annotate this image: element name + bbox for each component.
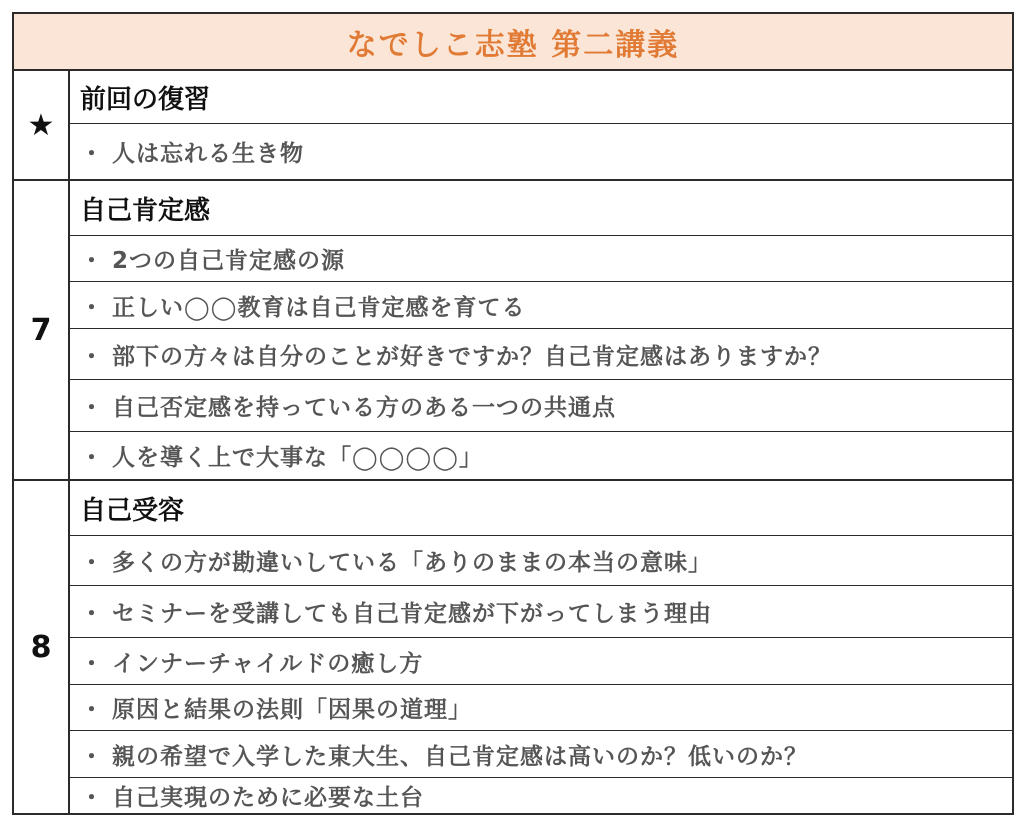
list-item-text: 多くの方が勘違いしている「ありのままの本当の意味」 — [112, 550, 712, 576]
list-item-text: 親の希望で入学した東大生、自己肯定感は高いのか？低いのか？ — [112, 743, 808, 770]
list-item-text: インナーチャイルドの癒し方 — [112, 650, 424, 677]
section-number: 8 — [14, 481, 70, 813]
section-review — [14, 71, 1012, 181]
bullet: ・ — [80, 601, 104, 627]
list-item — [70, 432, 1012, 479]
list-item — [70, 536, 1012, 586]
list-item — [70, 778, 1012, 813]
list-item-text: 2つの自己肯定感の源 — [112, 248, 346, 274]
list-item-text: 原因と結果の法則「因果の道理」 — [112, 697, 472, 723]
list-item — [70, 731, 1012, 778]
list-item-text: 自己否定感を持っている方のある一つの共通点 — [112, 395, 616, 421]
list-item-text: 正しい◯◯教育は自己肯定感を育てる — [112, 294, 526, 321]
bullet: ・ — [80, 343, 104, 370]
section-rows — [70, 71, 1012, 179]
list-item-text: 人は忘れる生き物 — [112, 141, 304, 167]
bullet: ・ — [80, 445, 104, 471]
section-heading: 前回の復習 — [70, 71, 1012, 124]
list-item — [70, 380, 1012, 432]
bullet: ・ — [80, 743, 104, 770]
bullet: ・ — [80, 697, 104, 723]
bullet: ・ — [80, 395, 104, 421]
list-item — [70, 329, 1012, 380]
star-icon: ★ — [14, 71, 70, 179]
list-item-text: セミナーを受講しても自己肯定感が下がってしまう理由 — [112, 601, 712, 627]
list-item — [70, 124, 1012, 179]
section-number: 7 — [14, 181, 70, 479]
lecture-outline-table — [12, 12, 1014, 815]
list-item — [70, 638, 1012, 685]
bullet: ・ — [80, 785, 104, 811]
section-rows — [70, 481, 1012, 813]
section-8 — [14, 481, 1012, 813]
list-item-text: 人を導く上で大事な「◯◯◯◯」 — [112, 445, 483, 471]
list-item-text: 部下の方々は自分のことが好きですか？自己肯定感はありますか？ — [112, 343, 832, 370]
list-item — [70, 282, 1012, 329]
bullet: ・ — [80, 248, 104, 274]
list-item — [70, 586, 1012, 638]
bullet: ・ — [80, 550, 104, 576]
list-item-text: 自己実現のために必要な土台 — [112, 785, 424, 811]
bullet: ・ — [80, 650, 104, 677]
section-7 — [14, 181, 1012, 481]
section-heading: 自己受容 — [70, 481, 1012, 536]
page-title: なでしこ志塾 第二講義 — [14, 14, 1012, 71]
list-item — [70, 685, 1012, 731]
list-item — [70, 236, 1012, 282]
section-heading: 自己肯定感 — [70, 181, 1012, 236]
section-rows — [70, 181, 1012, 479]
bullet: ・ — [80, 141, 104, 167]
bullet: ・ — [80, 294, 104, 321]
